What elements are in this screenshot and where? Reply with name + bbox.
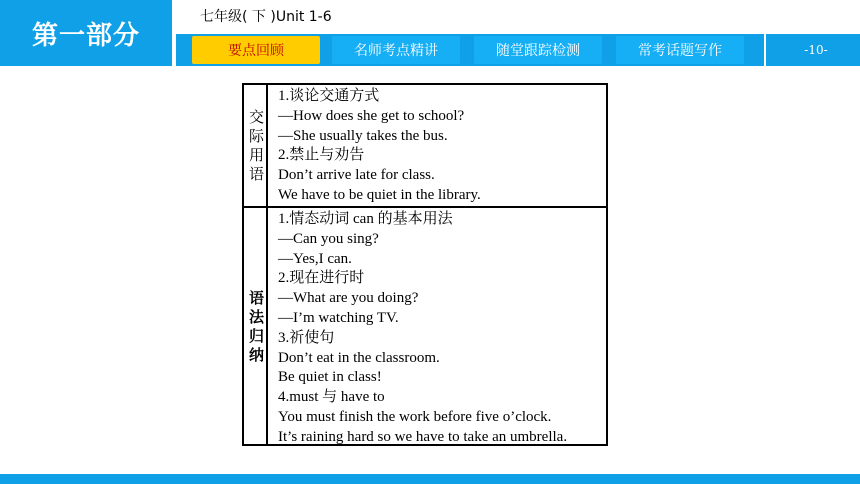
content-line: —She usually takes the bus. <box>278 127 448 144</box>
label-char: 交 <box>248 107 264 126</box>
label-char: 归 <box>248 327 264 345</box>
section-communication <box>244 85 606 206</box>
page-title: 七年级( 下 )Unit 1-6 <box>200 9 332 25</box>
tab-topic-writing[interactable]: 常考话题写作 <box>616 36 744 64</box>
nav-divider <box>764 34 766 66</box>
label-char: 法 <box>248 308 264 326</box>
content-line: —Yes,I can. <box>278 250 352 267</box>
content-line: Don’t arrive late for class. <box>278 167 435 184</box>
content-line: 2.禁止与劝告 <box>278 147 365 164</box>
content-line: 3.祈使句 <box>278 329 335 346</box>
label-char: 用 <box>248 145 264 164</box>
label-char: 语 <box>248 289 264 307</box>
content-line: 4.must 与 have to <box>278 389 385 406</box>
page-number: -10- <box>804 43 828 57</box>
part-label: 第一部分 <box>0 0 172 66</box>
content-line: —I’m watching TV. <box>278 309 399 326</box>
label-char: 际 <box>248 126 264 145</box>
content-line: Be quiet in class! <box>278 369 382 386</box>
tab-expert-explanation[interactable]: 名师考点精讲 <box>332 36 460 64</box>
content-line: —How does she get to school? <box>278 107 465 124</box>
section-grammar <box>244 206 606 446</box>
label-char: 纳 <box>248 346 264 364</box>
content-line: —What are you doing? <box>278 290 419 307</box>
label-char: 语 <box>248 164 264 183</box>
content-line: 1.情态动词 can 的基本用法 <box>278 211 453 227</box>
section-lines <box>278 87 481 206</box>
section-lines <box>278 210 567 448</box>
summary-table <box>242 83 608 446</box>
content-line: It’s raining hard so we have to take an umbrella. <box>278 428 568 445</box>
section-label <box>247 208 268 446</box>
content-line: We have to be quiet in the library. <box>278 186 481 203</box>
content-line: 1.谈论交通方式 <box>278 88 380 104</box>
tab-in-class-test[interactable]: 随堂跟踪检测 <box>474 36 602 64</box>
tab-key-points-review[interactable]: 要点回顾 <box>192 36 320 64</box>
content-line: You must finish the work before five o’clock. <box>278 408 552 425</box>
content-line: —Can you sing? <box>278 230 379 247</box>
section-label <box>247 85 268 206</box>
footer-bar <box>0 474 860 484</box>
content-line: Don’t eat in the classroom. <box>278 349 440 366</box>
content-line: 2.现在进行时 <box>278 270 365 287</box>
